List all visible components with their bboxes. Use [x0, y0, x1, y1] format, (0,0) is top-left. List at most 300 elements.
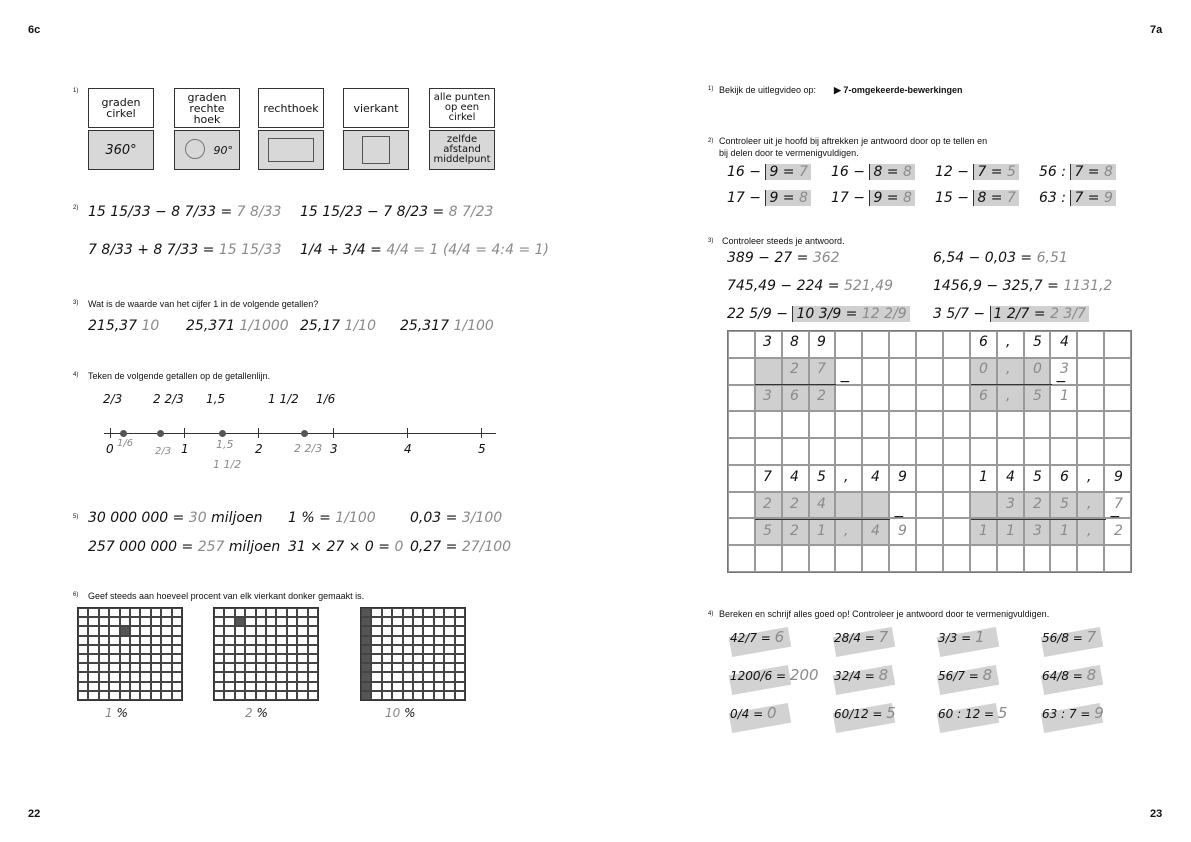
expression: 31 × 27 × 0 =	[288, 539, 390, 555]
answer: 0	[394, 539, 404, 555]
grid-cell	[728, 358, 755, 385]
grid-cell	[140, 672, 150, 681]
answer: 9	[1103, 190, 1113, 206]
grid-cell	[392, 654, 402, 663]
mark-label: 2 2/3	[294, 442, 323, 455]
expression: 8 =	[977, 190, 1003, 206]
point	[219, 430, 226, 437]
grid-cell	[245, 645, 255, 654]
grid-cell	[755, 438, 782, 465]
answer: 1	[975, 628, 985, 646]
given-number: 2/3	[103, 392, 123, 406]
grid-cell	[140, 663, 150, 672]
grid-cell	[161, 645, 171, 654]
grid-cell	[444, 608, 454, 617]
grid-cell	[308, 617, 318, 626]
grid-digit: 3	[1060, 361, 1069, 377]
equation	[935, 190, 1019, 206]
card: alle punten op een cirkel	[429, 88, 495, 128]
grid-cell	[889, 438, 916, 465]
grid-cell	[835, 492, 862, 519]
grid-cell	[1050, 438, 1077, 465]
grid-cell	[1077, 411, 1104, 438]
grid-cell	[256, 654, 266, 663]
grid-cell	[371, 636, 381, 645]
expression: 56/7	[938, 669, 965, 683]
hundred-grid	[360, 607, 466, 701]
equation: 42/7 = 6	[730, 628, 785, 646]
grid-digit: 1	[1060, 523, 1069, 539]
grid-cell	[361, 663, 371, 672]
expression: 56 :	[1039, 164, 1066, 180]
expression: 389 − 27 =	[727, 250, 809, 266]
expression: 9 =	[873, 190, 899, 206]
grid-cell	[434, 691, 444, 700]
grid-cell	[382, 626, 392, 635]
grid-cell	[1077, 438, 1104, 465]
card: vierkant	[343, 88, 409, 128]
grid-cell	[235, 636, 245, 645]
grid-cell	[151, 654, 161, 663]
grid-cell	[382, 608, 392, 617]
grid-cell	[392, 636, 402, 645]
grid-cell	[245, 626, 255, 635]
grid-cell	[943, 385, 970, 412]
grid-cell	[140, 617, 150, 626]
grid-cell	[78, 672, 88, 681]
grid-cell	[99, 608, 109, 617]
question-number: 6)	[73, 592, 79, 598]
question-number: 3)	[73, 300, 79, 306]
grid-cell	[403, 626, 413, 635]
minus-sign: −	[839, 374, 851, 390]
grid-cell	[109, 608, 119, 617]
grid-cell	[434, 626, 444, 635]
grid-cell	[120, 645, 130, 654]
grid-cell	[382, 645, 392, 654]
grid-cell	[943, 492, 970, 519]
answer: 27/100	[461, 539, 512, 555]
answer: 5	[886, 704, 896, 722]
grid-cell	[434, 682, 444, 691]
grid-cell	[130, 636, 140, 645]
expression: 25,17	[300, 318, 341, 334]
grid-cell	[444, 654, 454, 663]
grid-cell	[172, 626, 182, 635]
question-number: 4)	[73, 372, 79, 378]
question-text: Teken de volgende getallen op de getallenlijn.	[88, 371, 271, 381]
grid-cell	[455, 654, 465, 663]
equation: 56/7 = 8	[938, 666, 993, 684]
grid-digit: 5	[1033, 469, 1042, 485]
grid-cell	[809, 545, 836, 572]
grid-cell	[130, 682, 140, 691]
grid-digit: 0	[1033, 361, 1042, 377]
grid-cell	[308, 645, 318, 654]
grid-cell	[371, 645, 381, 654]
grid-cell	[245, 617, 255, 626]
grid-cell	[88, 608, 98, 617]
expression: 60 : 12	[938, 707, 981, 721]
grid-cell	[214, 626, 224, 635]
grid-cell	[403, 645, 413, 654]
answer: 7	[878, 628, 889, 646]
grid-digit: 0	[979, 361, 988, 377]
expression: 9 =	[769, 190, 795, 206]
grid-cell	[382, 617, 392, 626]
expression: 56/8	[1042, 631, 1069, 645]
grid-cell	[728, 411, 755, 438]
answer: 12 2/9	[861, 306, 907, 322]
grid-digit: 2	[790, 361, 799, 377]
grid-cell	[943, 465, 970, 492]
grid-cell	[423, 663, 433, 672]
grid-cell	[392, 682, 402, 691]
tick-label: 4	[404, 442, 412, 456]
expression: 215,37	[88, 318, 137, 334]
grid-cell	[403, 617, 413, 626]
grid-cell	[276, 654, 286, 663]
grid-cell	[728, 438, 755, 465]
grid-cell	[916, 545, 943, 572]
equation: 60 : 12 = 5	[938, 704, 1008, 722]
grid-digit: 3	[1033, 523, 1042, 539]
grid-cell	[423, 608, 433, 617]
expression: 25,371	[186, 318, 235, 334]
grid-cell	[361, 672, 371, 681]
answer: 2	[245, 706, 253, 720]
grid-cell	[916, 492, 943, 519]
grid-cell	[245, 654, 255, 663]
question-text: Controleer steeds je antwoord.	[722, 236, 845, 246]
grid-cell	[1050, 411, 1077, 438]
grid-cell	[78, 608, 88, 617]
answer: 1/100	[453, 318, 494, 334]
grid-cell	[862, 438, 889, 465]
grid-cell	[755, 411, 782, 438]
grid-digit: 2	[763, 496, 772, 512]
grid-cell	[224, 645, 234, 654]
grid-cell	[1077, 545, 1104, 572]
grid-cell	[455, 626, 465, 635]
tick-label: 0	[106, 442, 114, 456]
equation: 3/3 = 1	[938, 628, 985, 646]
grid-cell	[266, 654, 276, 663]
grid-cell	[382, 691, 392, 700]
grid-cell	[1104, 331, 1131, 358]
grid-cell	[997, 411, 1024, 438]
grid-cell	[943, 411, 970, 438]
answer: 8	[799, 190, 808, 206]
tick-label: 1	[181, 442, 189, 456]
grid-digit: 5	[1033, 388, 1042, 404]
grid-cell	[88, 654, 98, 663]
grid-cell	[151, 672, 161, 681]
answer: 8	[1086, 666, 1097, 684]
grid-digit: 1	[817, 523, 826, 539]
grid-cell	[224, 608, 234, 617]
equation	[831, 190, 915, 206]
grid-cell	[455, 672, 465, 681]
minus-sign: −	[1055, 374, 1067, 390]
grid-cell	[151, 608, 161, 617]
question-number: 2)	[73, 205, 79, 211]
grid-cell	[862, 331, 889, 358]
grid-cell	[214, 682, 224, 691]
grid-cell	[224, 663, 234, 672]
equation	[727, 164, 811, 180]
grid-cell	[916, 465, 943, 492]
grid-cell	[235, 645, 245, 654]
card	[343, 130, 409, 170]
answer: 10	[141, 318, 160, 334]
grid-cell	[308, 672, 318, 681]
grid-cell	[943, 545, 970, 572]
grid-cell	[361, 617, 371, 626]
grid-cell	[809, 411, 836, 438]
grid-cell	[161, 691, 171, 700]
grid-cell	[382, 672, 392, 681]
grid-cell	[266, 682, 276, 691]
card: rechthoek	[258, 88, 324, 128]
given-number: 2 2/3	[153, 392, 184, 406]
answer: 7	[799, 164, 808, 180]
answer: 1/100	[335, 510, 376, 526]
grid-cell	[161, 682, 171, 691]
grid-digit: 4	[817, 496, 826, 512]
grid-cell	[266, 663, 276, 672]
question-number: 2)	[708, 138, 714, 144]
hundred-grid	[213, 607, 319, 701]
answer: 200	[789, 666, 819, 684]
question-text: Bereken en schrijf alles goed op! Controleer je antwoord door te vermenigvuldigen.	[719, 609, 1050, 619]
grid-cell	[120, 617, 130, 626]
grid-cell	[970, 545, 997, 572]
grid-cell	[130, 626, 140, 635]
grid-digit: 4	[790, 469, 799, 485]
minus-sign: −	[1109, 509, 1121, 525]
page-number: 23	[1150, 808, 1163, 820]
grid-cell	[287, 682, 297, 691]
tick-label: 5	[478, 442, 486, 456]
grid-digit: 6	[1060, 469, 1069, 485]
grid-cell	[161, 636, 171, 645]
grid-cell	[120, 672, 130, 681]
grid-cell	[403, 672, 413, 681]
expression: 32/4	[834, 669, 861, 683]
grid-cell	[172, 672, 182, 681]
grid-digit: 7	[1114, 496, 1123, 512]
video-link[interactable]: ▶ 7-omgekeerde-bewerkingen	[834, 85, 963, 95]
answer: 0	[767, 704, 777, 722]
grid-cell	[392, 608, 402, 617]
grid-cell	[862, 492, 889, 519]
grid-cell	[361, 654, 371, 663]
grid-cell	[214, 645, 224, 654]
grid-cell	[151, 663, 161, 672]
play-icon: ▶	[834, 85, 844, 95]
grid-cell	[1104, 545, 1131, 572]
expression: 6,54 − 0,03 =	[933, 250, 1033, 266]
section-label: 6c	[28, 24, 41, 36]
expression: 8 =	[873, 164, 899, 180]
grid-cell	[235, 626, 245, 635]
grid-cell	[266, 617, 276, 626]
grid-digit: 5	[763, 523, 772, 539]
grid-cell	[120, 682, 130, 691]
grid-digit: 7	[817, 361, 826, 377]
equation	[831, 164, 915, 180]
grid-cell	[434, 672, 444, 681]
grid-cell	[256, 663, 266, 672]
expression: 7 8/33 + 8 7/33 =	[88, 242, 215, 258]
grid-cell	[224, 682, 234, 691]
grid-cell	[997, 438, 1024, 465]
grid-cell	[78, 626, 88, 635]
answer: 5	[1007, 164, 1016, 180]
grid-cell	[214, 691, 224, 700]
grid-cell	[1077, 331, 1104, 358]
grid-cell	[970, 411, 997, 438]
grid-cell	[434, 608, 444, 617]
tick-label: 2	[255, 442, 263, 456]
grid-cell	[130, 691, 140, 700]
grid-cell	[413, 672, 423, 681]
grid-cell	[109, 617, 119, 626]
grid-cell	[120, 663, 130, 672]
answer: 10	[385, 706, 401, 720]
grid-cell	[256, 682, 266, 691]
expression: 16 −	[727, 164, 761, 180]
answer: 1131,2	[1063, 278, 1113, 294]
grid-cell	[287, 636, 297, 645]
grid-cell	[308, 636, 318, 645]
grid-cell	[728, 465, 755, 492]
grid-cell	[361, 645, 371, 654]
expression: 0/4	[730, 707, 750, 721]
grid-cell	[109, 672, 119, 681]
grid-cell	[266, 626, 276, 635]
given-number: 1/6	[316, 392, 336, 406]
grid-cell	[444, 645, 454, 654]
answer: 8	[903, 164, 912, 180]
expression: 3 5/7 −	[933, 306, 986, 322]
grid-cell	[235, 691, 245, 700]
grid-cell	[276, 672, 286, 681]
grid-cell	[297, 682, 307, 691]
mark-label: 1 1/2	[213, 458, 242, 471]
grid-digit: 3	[763, 334, 772, 350]
grid-cell	[88, 691, 98, 700]
grid-cell	[455, 617, 465, 626]
grid-cell	[109, 626, 119, 635]
card: 90°	[174, 130, 240, 170]
grid-cell	[728, 331, 755, 358]
grid-cell	[889, 358, 916, 385]
grid-cell	[140, 626, 150, 635]
grid-cell	[297, 608, 307, 617]
grid-cell	[413, 626, 423, 635]
grid-cell	[78, 636, 88, 645]
grid-cell	[151, 645, 161, 654]
grid-cell	[1077, 358, 1104, 385]
grid-cell	[245, 682, 255, 691]
grid-cell	[235, 608, 245, 617]
tick-mark	[258, 428, 259, 438]
grid-cell	[392, 626, 402, 635]
expression: 42/7	[730, 631, 757, 645]
grid-cell	[728, 518, 755, 545]
grid-cell	[266, 691, 276, 700]
grid-cell	[361, 608, 371, 617]
grid-cell	[835, 438, 862, 465]
page-number: 22	[28, 808, 41, 820]
grid-digit: 6	[979, 334, 988, 350]
expression: 17 −	[831, 190, 865, 206]
equation: 56/8 = 7	[1042, 628, 1097, 646]
grid-cell	[361, 636, 371, 645]
grid-cell	[172, 636, 182, 645]
grid-digit: 5	[1060, 496, 1069, 512]
grid-cell	[916, 518, 943, 545]
grid-digit: 6	[979, 388, 988, 404]
grid-cell	[308, 608, 318, 617]
grid-cell	[382, 682, 392, 691]
question-text: Controleer uit je hoofd bij aftrekken je antwoord door op te tellen en	[719, 136, 988, 146]
grid-cell	[371, 608, 381, 617]
unit: %	[116, 706, 128, 720]
grid-cell	[140, 608, 150, 617]
mark-label: 1,5	[216, 438, 234, 451]
expression: 3/3	[938, 631, 958, 645]
tick-mark	[333, 428, 334, 438]
grid-cell	[120, 636, 130, 645]
answer: 257	[197, 539, 225, 555]
grid-digit: 2	[1033, 496, 1042, 512]
grid-cell	[266, 672, 276, 681]
unit: %	[404, 706, 416, 720]
grid-cell	[78, 617, 88, 626]
grid-cell	[434, 645, 444, 654]
grid-cell	[287, 663, 297, 672]
grid-cell	[109, 654, 119, 663]
grid-cell	[455, 636, 465, 645]
answer: 1	[105, 706, 113, 720]
grid-cell	[423, 645, 433, 654]
grid-cell	[224, 654, 234, 663]
question-text: Bekijk de uitlegvideo op:	[719, 85, 817, 95]
grid-cell	[235, 654, 245, 663]
grid-cell	[444, 672, 454, 681]
answer: 8	[903, 190, 912, 206]
grid-digit: 6	[790, 388, 799, 404]
grid-cell	[916, 438, 943, 465]
answer: 9	[1094, 704, 1104, 722]
question-text: Wat is de waarde van het cijfer 1 in de volgende getallen?	[88, 299, 319, 309]
answer: 521,49	[843, 278, 893, 294]
grid-digit: 2	[1114, 523, 1123, 539]
grid-cell	[455, 608, 465, 617]
card: graden cirkel	[88, 88, 154, 128]
grid-cell	[1104, 438, 1131, 465]
grid-cell	[943, 438, 970, 465]
grid-cell	[423, 626, 433, 635]
grid-digit: ,	[1087, 469, 1092, 485]
expression: 1/4 + 3/4 =	[300, 242, 382, 258]
grid-cell	[382, 654, 392, 663]
expression: 63 :	[1039, 190, 1066, 206]
grid-cell	[297, 663, 307, 672]
